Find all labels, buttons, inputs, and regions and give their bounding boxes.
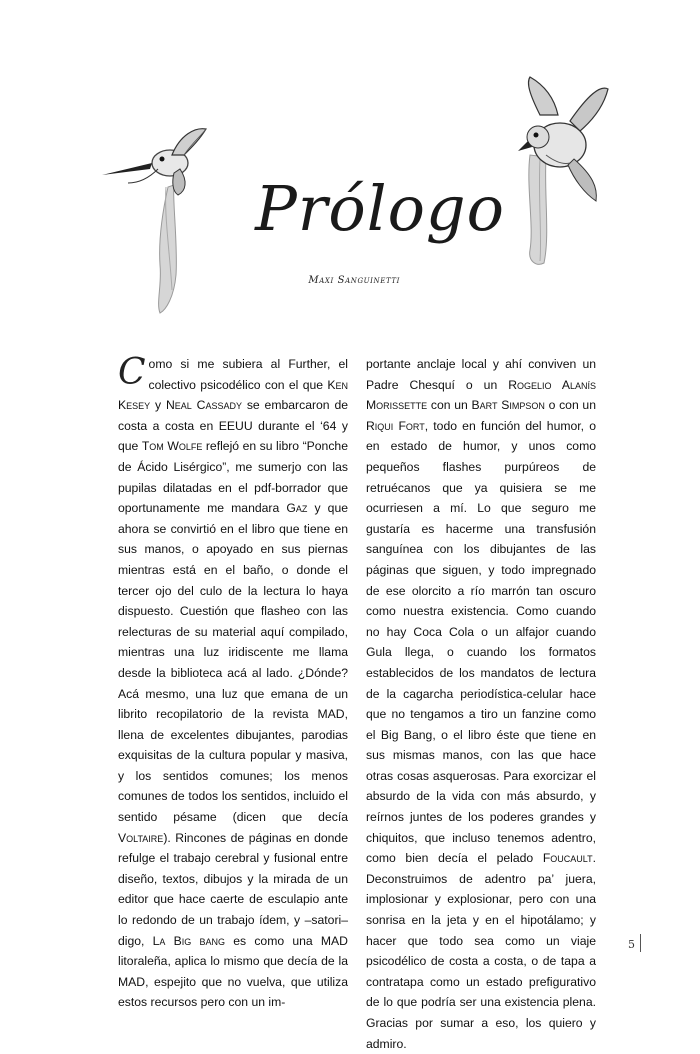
text-span: portante anclaje local y ahí conviven un Padre Chesquí o un	[366, 357, 596, 392]
person-name: Rogelio Alanís Morissette	[366, 377, 597, 413]
hummingbird-icon	[100, 125, 210, 315]
bird-icon	[500, 75, 610, 270]
text-span: ). Rincones de páginas en donde refulge el trabajo cerebral y fusional entre diseño, textos, dibujos y la mirada de un editor que hace caerte de esculapio ante lo redondo de un trabajo ídem, y –satori– digo,	[118, 830, 348, 948]
text-span: omo si me subiera al Further, el colectivo psicodélico con el que	[148, 357, 348, 392]
person-name: Foucault	[542, 851, 593, 866]
text-column-right	[366, 354, 596, 1054]
publication-name: La Big bang	[152, 933, 226, 948]
text-span: . Deconstruimos de adentro pa’ juera, implosionar y explosionar, pero con una sonrisa en la jeta y en el hipotálamo; y hacer que todo sea como un viaje psicodélico de costa a costa, o de tapa a contratapa como un estado prefigurativo de lo que podría ser una existencia plena. Gracias por sumar a eso, los quiero y admiro.	[366, 851, 596, 1051]
paragraph	[118, 354, 348, 1013]
text-column-left	[118, 354, 348, 1013]
page-number-divider	[640, 934, 641, 952]
author-name: Maxi Sanguinetti	[308, 275, 400, 286]
person-name: Tom Wolfe	[141, 439, 203, 454]
person-name: Ken Kesey	[118, 377, 348, 413]
page-title: Prólogo	[255, 172, 505, 245]
page-number: 5	[628, 938, 635, 951]
text-span: , todo en función del humor, o en estado de humor, y unos como pequeños flashes purpúreos de retruécanos que ya quisiera se me ocurriesen a mí. Lo que seguro me gustaría es hacerme una transfusión sanguínea con los dibujantes de las páginas que siguen, y todo impregnado de ese olorcito a río marrón tan oscuro como nuestra existencia. Como cuando no hay Coca Cola o un alfajor cuando Gula llega, o cuando los formatos establecidos de los mandatos de lectura de la cagarcha periodística-celular hace que no tengamos a tiro un fanzine como el Big Bang, o el libro éste que tiene en sus mismas manos, con las que hace otras cosas asquerosas. Para exorcizar el absurdo de la vida con más absurdo, y reírnos juntes de los poderes grandes y chiquitos, que incluso tenemos adentro, como bien decía el pelado	[366, 418, 596, 866]
person-name: Neal Cassady	[165, 398, 242, 413]
text-span: es como una MAD litoraleña, aplica lo mismo que decía de la MAD, espejito que no vuelva, que utiliza estos recursos pero con un im-	[118, 933, 348, 1010]
person-name: Bart Simpson	[471, 398, 545, 413]
person-name: Gaz	[286, 501, 308, 516]
person-name: Riqui Fort	[366, 418, 425, 433]
paragraph	[366, 354, 596, 1054]
text-span: reflejó en su libro “Ponche de Ácido Lisérgico”, me sumerjo con las pupilas dilatadas en el pdf-borrador que oportunamente me mandara	[118, 439, 348, 516]
text-span: con un	[427, 398, 472, 413]
text-span: y	[150, 398, 166, 413]
text-span: y que ahora se convirtió en el libro que tiene en sus manos, o apoyado en sus piernas mientras está en el baño, o donde el tercer ojo del culo de la lectura lo haya dispuesto. Cuestión que flasheo con las relecturas de su material aquí compilado, mientras una luz iridiscente me llama desde la biblioteca acá al lado. ¿Dónde? Acá mesmo, una luz que emana de un librito recopilatorio de la revista MAD, llena de excelentes dibujantes, parodias exquisitas de la cultura popular y masiva, y los sentidos comunes; los menos comunes de todos los sentidos, incluido el sentido pésame (dicen que decía	[118, 501, 348, 825]
text-span: se embarcaron de costa a costa en EEUU durante el ‘64 y que	[118, 398, 349, 454]
text-span: o con un	[544, 398, 596, 413]
drop-cap: C	[118, 352, 146, 393]
person-name: Voltaire	[118, 830, 164, 845]
